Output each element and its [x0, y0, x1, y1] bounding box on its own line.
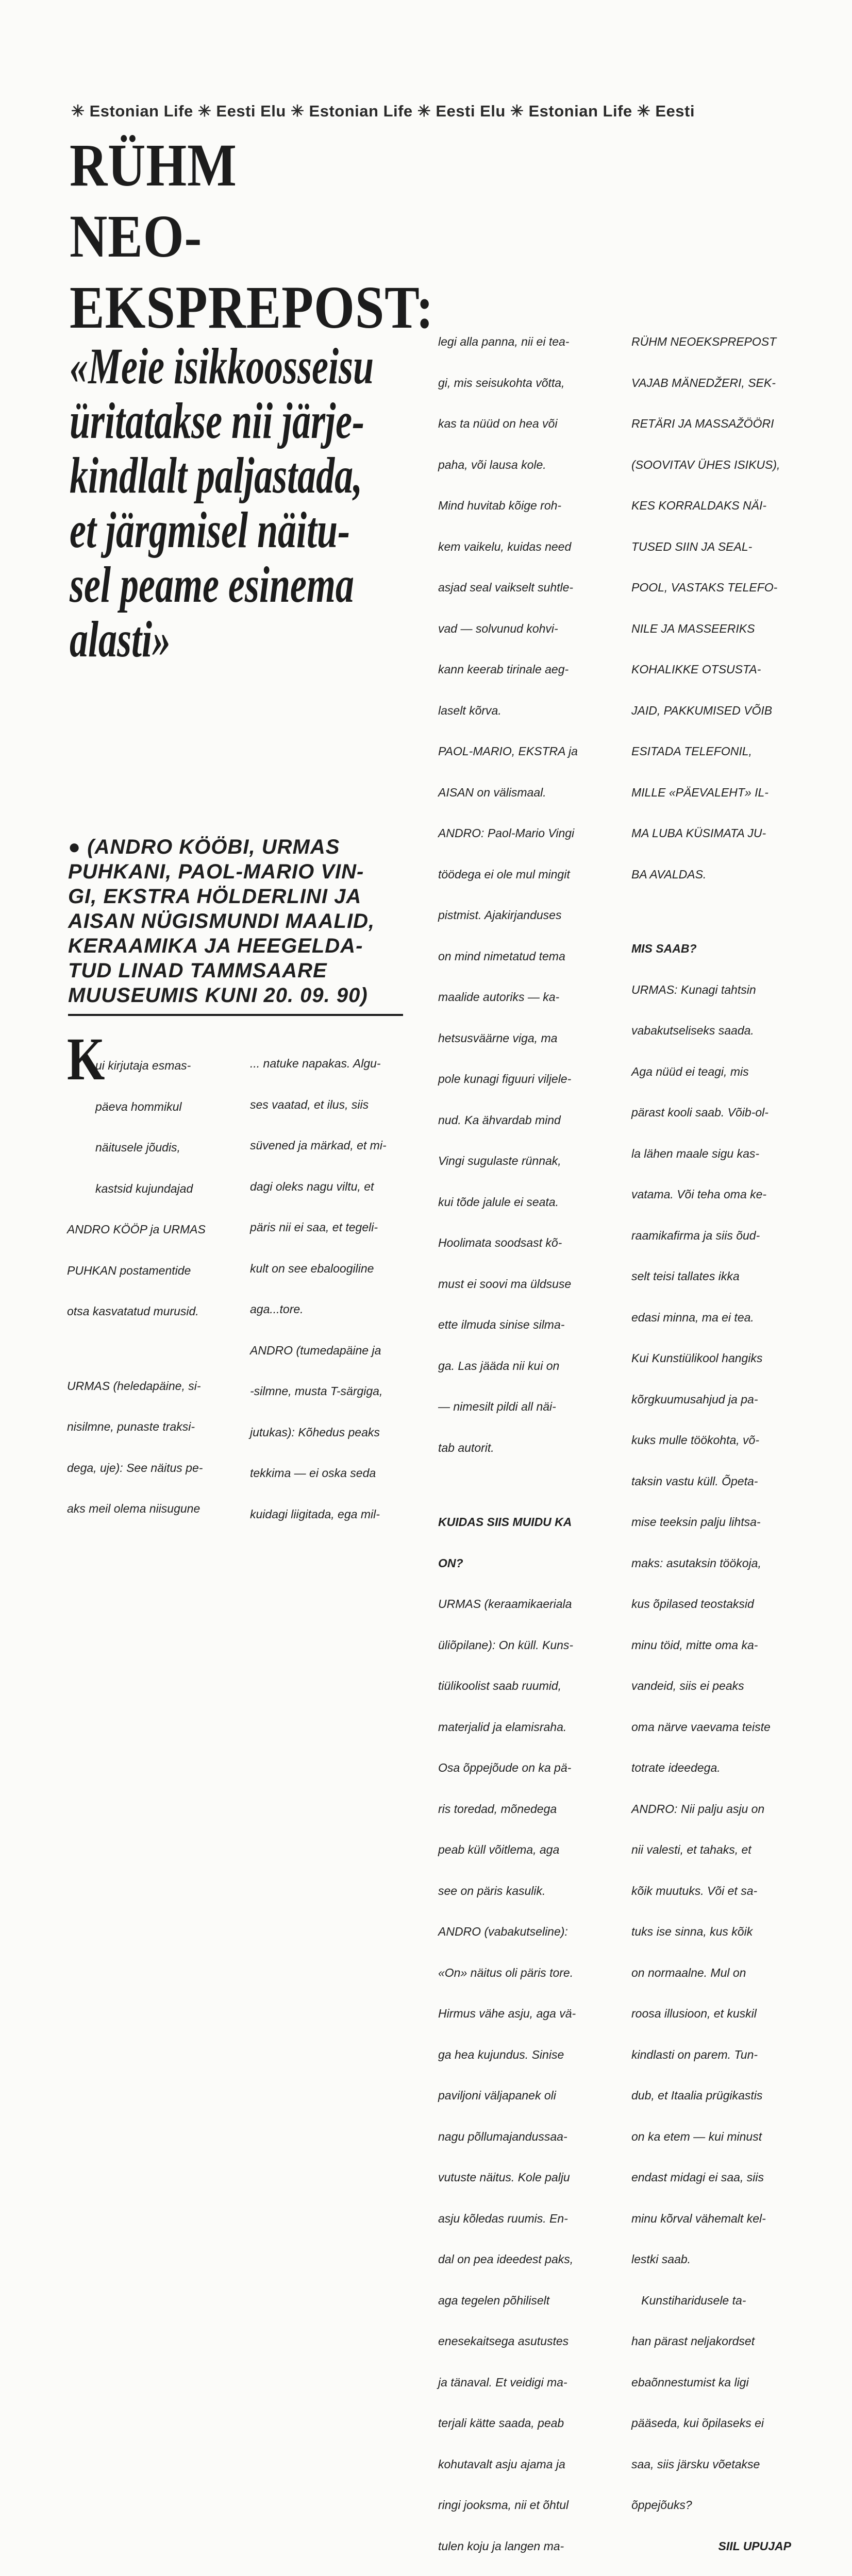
bullet-icon: ●	[68, 836, 81, 858]
column-line: pistmist. Ajakirjanduses	[438, 908, 562, 922]
subhead-line: KERAAMIKA JA HEEGELDA-	[68, 935, 363, 957]
column-line: Mind huvitab kõige roh-	[438, 499, 562, 512]
column-line: ga. Las jääda nii kui on	[438, 1359, 560, 1372]
subhead-line: PUHKANI, PAOL-MARIO VIN-	[68, 860, 364, 883]
column-line: terjali kätte saada, peab	[438, 2416, 564, 2430]
subhead-line: (ANDRO KÖÖBI, URMAS	[87, 836, 340, 858]
column-line: -silmne, musta T-särgiga,	[250, 1384, 383, 1398]
column-line: TUSED SIIN JA SEAL-	[631, 539, 753, 553]
column-line: päeva hommikul	[95, 1099, 182, 1113]
column-line: paha, või lausa kole.	[438, 457, 546, 471]
column-line: ... natuke napakas. Algu-	[250, 1057, 381, 1070]
headline-line-2: NEO-	[70, 202, 203, 270]
column-line: kõik muutuks. Või et sa-	[631, 1884, 758, 1897]
column-line: URMAS (keraamikaeriala	[438, 1597, 572, 1611]
column-line: ESITADA TELEFONIL,	[631, 744, 752, 758]
column-line: RETÄRI JA MASSAŽÖÖRI	[631, 417, 774, 430]
headline-quote-line: kindlalt paljastada,	[70, 447, 363, 504]
column-c	[438, 308, 608, 2576]
column-line: ja tänaval. Et veidigi ma-	[438, 2375, 567, 2389]
column-line: ANDRO (vabakutseline):	[438, 1925, 568, 1938]
column-line: ga hea kujundus. Sinise	[438, 2047, 564, 2061]
column-line: (SOOVITAV ÜHES ISIKUS),	[631, 457, 780, 471]
column-line: vad — solvunud kohvi-	[438, 621, 558, 635]
column-line: VAJAB MÄNEDŽERI, SEK-	[631, 376, 776, 389]
column-line: kuidagi liigitada, ega mil-	[250, 1507, 380, 1521]
section-question: MIS SAAB?	[631, 942, 697, 955]
column-b	[250, 1029, 420, 1535]
column-line: näitusele jõudis,	[95, 1141, 180, 1154]
subhead-underline	[68, 1014, 403, 1016]
column-line: nud. Ka ähvardab mind	[438, 1113, 561, 1127]
column-line: Vingi sugulaste rünnak,	[438, 1154, 561, 1167]
column-line: materjalid ja elamisraha.	[438, 1720, 567, 1734]
column-line: kem vaikelu, kuidas need	[438, 539, 572, 553]
column-line: kindlasti on parem. Tun-	[631, 2047, 758, 2061]
column-line: see on päris kasulik.	[438, 1884, 546, 1897]
column-line: maks: asutaksin töökoja,	[631, 1556, 761, 1570]
column-line: on mind nimetatud tema	[438, 949, 565, 963]
column-line: Aga nüüd ei teagi, mis	[631, 1064, 749, 1078]
section-question: KUIDAS SIIS MUIDU KA	[438, 1515, 572, 1529]
column-line: on normaalne. Mul on	[631, 1965, 746, 1979]
author-signature: SIIL UPUJAP	[718, 2539, 791, 2553]
column-line: päris nii ei saa, et tegeli-	[250, 1221, 378, 1234]
column-line: oma närve vaevama teiste	[631, 1720, 771, 1734]
column-line: pole kunagi figuuri viljele-	[438, 1072, 572, 1086]
column-line: laselt kõrva.	[438, 703, 502, 717]
column-line: nagu põllumajandussaa-	[438, 2129, 567, 2143]
column-line: otsa kasvatatud murusid.	[67, 1304, 199, 1318]
drop-cap: K	[67, 1025, 105, 1093]
headline-quote-line: «Meie isikkoosseisu	[70, 337, 374, 395]
column-line: dub, et Itaalia prügikastis	[631, 2089, 763, 2102]
column-line: Kui Kunstiülikool hangiks	[631, 1351, 763, 1365]
headline	[70, 131, 434, 668]
column-line: nisilmne, punaste traksi-	[67, 1420, 195, 1433]
column-line: tekkima — ei oska seda	[250, 1466, 376, 1480]
column-line: POOL, VASTAKS TELEFO-	[631, 581, 778, 594]
column-line: ringi jooksma, nii et õhtul	[438, 2498, 569, 2512]
column-line: roosa illusioon, et kuskil	[631, 2007, 757, 2020]
column-line: kann keerab tirinale aeg-	[438, 663, 569, 676]
column-line: BA AVALDAS.	[631, 867, 707, 881]
headline-quote-line: et järgmisel näitu-	[70, 501, 350, 558]
column-line: vatama. Või teha oma ke-	[631, 1188, 767, 1201]
column-line: saa, siis järsku võetakse	[631, 2457, 760, 2471]
column-line: MA LUBA KÜSIMATA JU-	[631, 826, 766, 840]
column-line: ris toredad, mõnedega	[438, 1802, 557, 1816]
section-question: ON?	[438, 1556, 463, 1570]
column-line: ANDRO: Paol-Mario Vingi	[438, 826, 575, 840]
column-line: aks meil olema niisugune	[67, 1502, 201, 1515]
column-line: kastsid kujundajad	[95, 1181, 193, 1195]
column-line: asju kõledas ruumis. En-	[438, 2211, 568, 2225]
column-line: Osa õppejõude on ka pä-	[438, 1761, 572, 1774]
column-line: kõrgkuumusahjud ja pa-	[631, 1392, 758, 1406]
column-line: enesekaitsega asutustes	[438, 2334, 569, 2348]
column-line: ses vaatad, et ilus, siis	[250, 1097, 369, 1111]
column-line: han pärast neljakordset	[631, 2334, 755, 2348]
column-line: ANDRO: Nii palju asju on	[631, 1802, 765, 1816]
column-line: ui kirjutaja esmas-	[95, 1059, 191, 1072]
column-line: asjad seal vaikselt suhtle-	[438, 581, 574, 594]
column-line: kuks mulle töökohta, võ-	[631, 1433, 760, 1447]
column-line: kas ta nüüd on hea või	[438, 417, 558, 430]
column-line: vutuste näitus. Kole palju	[438, 2171, 570, 2184]
column-line: aga...tore.	[250, 1302, 304, 1316]
column-line: tuks ise sinna, kus kõik	[631, 1925, 753, 1938]
column-line: ette ilmuda sinise silma-	[438, 1318, 565, 1331]
subhead-line: AISAN NÜGISMUNDI MAALID,	[68, 910, 375, 933]
column-line: tab autorit.	[438, 1440, 494, 1454]
column-line: KOHALIKKE OTSUSTA-	[631, 663, 761, 676]
column-line: ANDRO KÖÖP ja URMAS	[67, 1223, 206, 1236]
column-line: minu töid, mitte oma ka-	[631, 1638, 758, 1652]
column-line: totrate ideedega.	[631, 1761, 721, 1774]
column-line: süvened ja märkad, et mi-	[250, 1139, 387, 1152]
column-line: taksin vastu küll. Õpeta-	[631, 1474, 758, 1488]
column-line: kohutavalt asju ajama ja	[438, 2457, 565, 2471]
column-line: URMAS: Kunagi tahtsin	[631, 982, 756, 996]
column-line: JAID, PAKKUMISED VÕIB	[631, 703, 773, 717]
column-line: gi, mis seisukohta võtta,	[438, 376, 565, 389]
column-a	[67, 1025, 237, 1529]
column-line: aga tegelen põhiliselt	[438, 2293, 550, 2307]
column-line: mise teeksin palju lihtsa-	[631, 1515, 761, 1529]
column-line: tulen koju ja langen ma-	[438, 2539, 564, 2553]
column-line: edasi minna, ma ei tea.	[631, 1310, 754, 1324]
column-line: raamikafirma ja siis õud-	[631, 1228, 760, 1242]
column-line: õppejõuks?	[631, 2498, 692, 2512]
column-line: kult on see ebaloogiline	[250, 1261, 374, 1275]
column-line: peab küll võitlema, aga	[438, 1843, 560, 1856]
column-line: — nimesilt pildi all näi-	[438, 1400, 556, 1413]
column-line: nii valesti, et tahaks, et	[631, 1843, 751, 1856]
headline-line-1: RÜHM	[70, 131, 237, 199]
column-line: RÜHM NEOEKSPREPOST	[631, 335, 777, 348]
column-line: URMAS (heledapäine, si-	[67, 1379, 201, 1393]
subhead-line: TUD LINAD TAMMSAARE	[68, 959, 327, 982]
headline-quote-line: üritatakse nii järje-	[70, 392, 365, 449]
column-d	[631, 308, 801, 2567]
column-line: MILLE «PÄEVALEHT» IL-	[631, 785, 769, 799]
column-line: selt teisi tallates ikka	[631, 1269, 740, 1283]
column-line: Kunstiharidusele ta-	[631, 2293, 746, 2307]
headline-quote-line: sel peame esinema	[70, 556, 354, 613]
column-line: üliõpilane): On küll. Kuns-	[438, 1638, 574, 1652]
column-line: must ei soovi ma üldsuse	[438, 1277, 572, 1291]
column-line: lestki saab.	[631, 2252, 691, 2266]
column-line: PAOL-MARIO, EKSTRA ja	[438, 744, 578, 758]
column-line: on ka etem — kui minust	[631, 2129, 762, 2143]
column-line: Hirmus vähe asju, aga vä-	[438, 2007, 576, 2020]
column-line: PUHKAN postamentide	[67, 1263, 191, 1277]
column-line: legi alla panna, nii ei tea-	[438, 335, 570, 348]
subhead	[68, 835, 419, 1008]
column-line: vandeid, siis ei peaks	[631, 1679, 744, 1692]
column-line: maalide autoriks — ka-	[438, 990, 560, 1004]
column-line: KES KORRALDAKS NÄI-	[631, 499, 767, 512]
column-line: pärast kooli saab. Võib-ol-	[631, 1106, 769, 1119]
subhead-line: GI, EKSTRA HÖLDERLINI JA	[68, 885, 362, 908]
column-line: kus õpilased teostaksid	[631, 1597, 754, 1611]
column-line: la lähen maale sigu kas-	[631, 1146, 760, 1160]
column-line: dal on pea ideedest paks,	[438, 2252, 574, 2266]
column-line: jutukas): Kõhedus peaks	[250, 1425, 380, 1439]
column-line: dagi oleks nagu viltu, et	[250, 1179, 374, 1193]
column-line: «On» näitus oli päris tore.	[438, 1965, 574, 1979]
column-line: pääseda, kui õpilaseks ei	[631, 2416, 764, 2430]
column-line: ANDRO (tumedapäine ja	[250, 1343, 381, 1357]
column-line: Hoolimata soodsast kõ-	[438, 1236, 562, 1249]
subhead-line: MUUSEUMIS KUNI 20. 09. 90)	[68, 984, 368, 1007]
column-line: minu kõrval vähemalt kel-	[631, 2211, 766, 2225]
headline-quote-line: alasti»	[70, 611, 171, 668]
headline-line-3: EKSPREPOST:	[70, 274, 434, 341]
column-line: AISAN on välismaal.	[438, 785, 546, 799]
column-line: hetsusväärne viga, ma	[438, 1031, 558, 1045]
column-line: töödega ei ole mul mingit	[438, 867, 570, 881]
column-line: vabakutseliseks saada.	[631, 1024, 754, 1037]
column-line: tiülikoolist saab ruumid,	[438, 1679, 562, 1692]
column-line: paviljoni väljapanek oli	[438, 2089, 556, 2102]
column-line: ebaõnnestumist ka ligi	[631, 2375, 749, 2389]
masthead-banner: ✳ Estonian Life ✳ Eesti Elu ✳ Estonian Life ✳ Eesti Elu ✳ Estonian Life ✳ Eesti	[71, 102, 695, 120]
column-line: NILE JA MASSEERIKS	[631, 621, 755, 635]
column-line: kui tõde jalule ei seata.	[438, 1195, 559, 1209]
column-line: endast midagi ei saa, siis	[631, 2171, 764, 2184]
column-line: dega, uje): See näitus pe-	[67, 1461, 203, 1475]
